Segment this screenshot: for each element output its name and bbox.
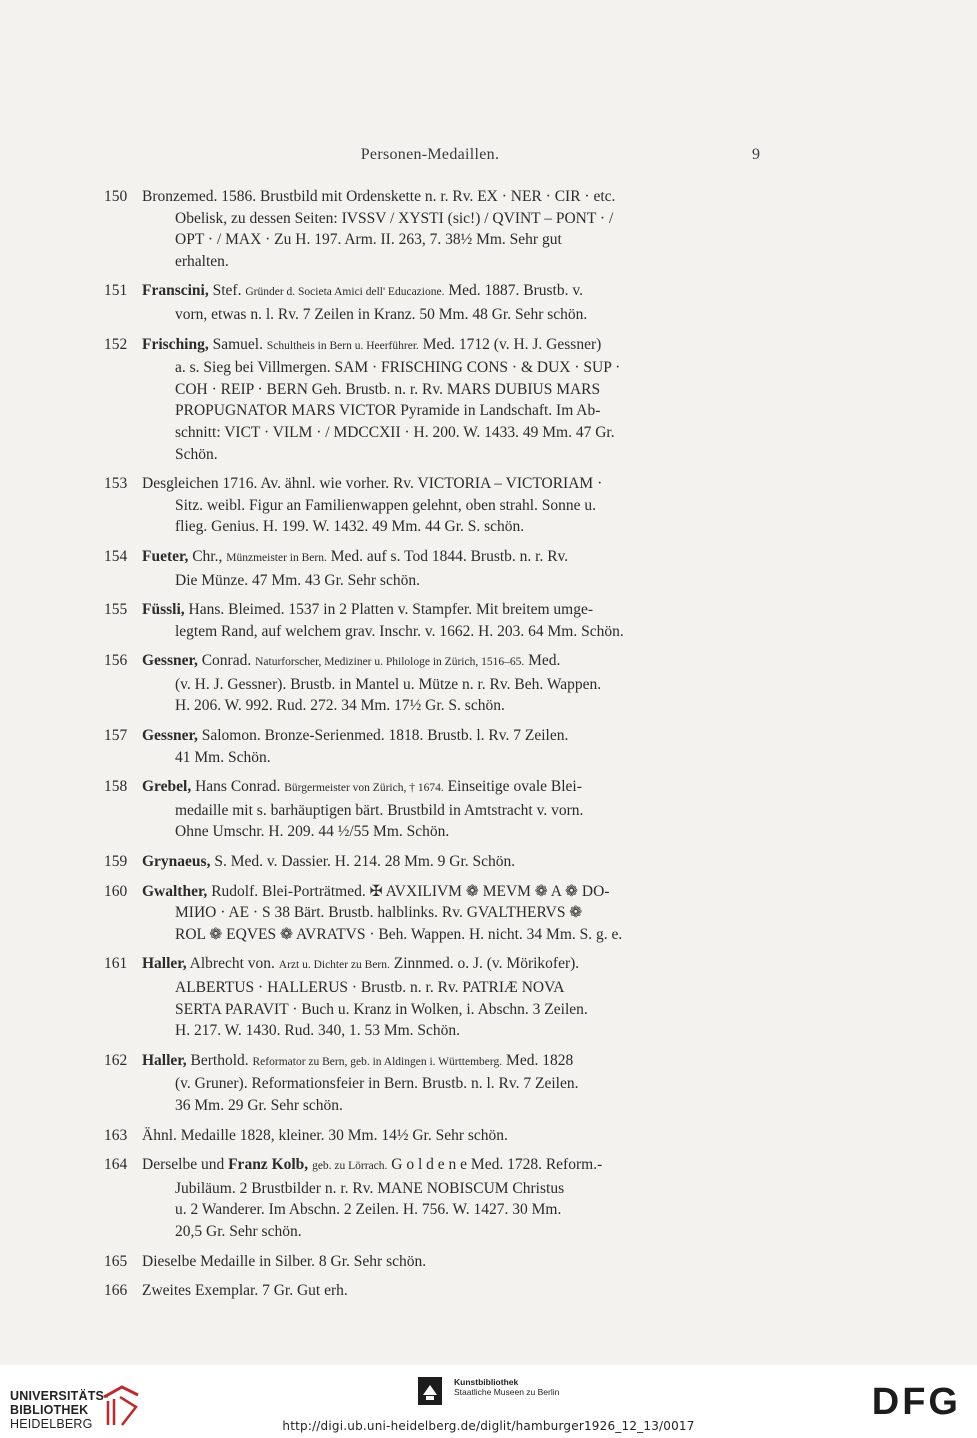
entry-text: Rudolf. Blei-Porträtmed. ✠ AVXILIVM ❁ MEVM ❁ A ❁ DO- [207, 882, 610, 900]
entry-line: medaille mit s. barhäuptigen bärt. Brustbild in Amtstracht v. vorn. [175, 801, 584, 819]
person-name: Haller, [142, 1051, 187, 1069]
catalogue-entry [100, 1251, 760, 1273]
entry-line: vorn, etwas n. l. Rv. 7 Zeilen in Kranz. 50 Mm. 48 Gr. Sehr schön. [175, 305, 588, 323]
entry-number: 161 [104, 955, 128, 973]
entry-line: Obelisk, zu dessen Seiten: IVSSV / XYSTI (sic!) / QVINT – PONT · / [175, 209, 614, 227]
catalogue-entry [100, 725, 760, 768]
catalogue-entry [100, 1154, 760, 1242]
entry-spacer [100, 326, 760, 334]
person-description: Münzmeister in Bern. [226, 551, 327, 564]
entry-line: MIИO · AE · S 38 Bärt. Brustb. halblinks. Rv. GVALTHERVS ❁ [175, 904, 583, 922]
entry-first-line: Ähnl. Medaille 1828, kleiner. 30 Mm. 14½ Gr. Sehr schön. [142, 1126, 508, 1144]
entry-body [142, 776, 760, 843]
entry-spacer [100, 873, 760, 881]
entry-text: Med. auf s. Tod 1844. Brustb. n. r. Rv. [326, 547, 569, 565]
entry-number: 163 [104, 1126, 128, 1144]
entry-spacer [100, 843, 760, 851]
entry-spacer [100, 1302, 760, 1310]
person-name: Frisching, [142, 335, 209, 353]
source-url[interactable]: http://digi.ub.uni-heidelberg.de/diglit/hamburger1926_12_13/0017 [282, 1419, 695, 1433]
entry-text: Samuel. [208, 335, 267, 353]
entry-number: 150 [104, 188, 128, 205]
entry-body [142, 186, 760, 272]
entry-first-line [142, 280, 760, 304]
entry-line: 20,5 Gr. Sehr schön. [175, 1222, 302, 1240]
entry-first-line [142, 1154, 760, 1178]
entry-first-line [142, 546, 760, 570]
entry-number: 159 [104, 853, 128, 871]
person-name: Fueter, [142, 547, 189, 565]
catalogue-entry [100, 881, 760, 946]
person-name: Grebel, [142, 778, 192, 796]
entry-number: 155 [104, 601, 128, 619]
catalogue-entry [100, 546, 760, 591]
entry-spacer [100, 768, 760, 776]
entry-body [142, 650, 760, 717]
entry-spacer [100, 717, 760, 725]
catalogue-entry [100, 1050, 760, 1117]
entry-body [142, 280, 760, 325]
entry-text: Hans Conrad. [191, 778, 285, 796]
ub-heidelberg-text: UNIVERSITÄTS- BIBLIOTHEK HEIDELBERG [10, 1389, 109, 1431]
person-name: Gwalther, [142, 882, 208, 900]
person-name: Franz Kolb, [228, 1156, 309, 1174]
page-header [100, 146, 760, 168]
entry-body [142, 953, 760, 1041]
entry-line: 41 Mm. Schön. [175, 748, 271, 766]
entry-line: 36 Mm. 29 Gr. Sehr schön. [175, 1096, 343, 1114]
kunstbibliothek-icon [418, 1377, 442, 1405]
entry-number: 165 [104, 1252, 128, 1270]
person-name: Haller, [142, 955, 187, 973]
catalogue-entry [100, 186, 760, 272]
entry-body [142, 1154, 760, 1242]
entry-spacer [100, 465, 760, 473]
entry-spacer [100, 945, 760, 953]
entry-text: Med. 1712 (v. H. J. Gessner) [418, 335, 602, 353]
dfg-logo[interactable]: DFG [871, 1381, 961, 1423]
entry-line: a. s. Sieg bei Villmergen. SAM · FRISCHING CONS · & DUX · SUP · [175, 359, 621, 377]
entry-line: u. 2 Wanderer. Im Abschn. 2 Zeilen. H. 756. W. 1427. 30 Mm. [175, 1201, 562, 1219]
entry-line: COH · REIP · BERN Geh. Brustb. n. r. Rv. MARS DUBIUS MARS [175, 380, 601, 398]
entry-body [142, 1050, 760, 1117]
entry-number: 156 [104, 652, 128, 670]
entry-first-line [142, 776, 760, 800]
entry-text: Med. 1828 [502, 1051, 574, 1069]
person-name: Gessner, [142, 652, 198, 670]
entry-text: Stef. [208, 282, 246, 300]
running-title: Personen-Medaillen. [360, 146, 500, 163]
entry-body [142, 1280, 760, 1302]
entry-line: (v. H. J. Gessner). Brustb. in Mantel u. Mütze n. r. Rv. Beh. Wappen. [175, 675, 602, 693]
entry-body [142, 546, 760, 591]
entry-first-line [142, 881, 760, 903]
entry-text: Zinnmed. o. J. (v. Mörikofer). [389, 955, 580, 973]
entry-first-line: Dieselbe Medaille in Silber. 8 Gr. Sehr schön. [142, 1252, 427, 1270]
entry-text: Med. 1887. Brustb. v. [444, 282, 583, 300]
catalogue-entry [100, 650, 760, 717]
entry-text: Conrad. [197, 652, 256, 670]
catalogue-entry [100, 473, 760, 538]
entry-line: PROPUGNATOR MARS VICTOR Pyramide in Landschaft. Im Ab- [175, 402, 601, 420]
entry-number: 153 [104, 475, 128, 493]
catalogue-entry [100, 599, 760, 642]
catalogue-entry [100, 1280, 760, 1302]
person-description: Gründer d. Societa Amici dell' Educazione. [245, 286, 445, 299]
entry-line: Ohne Umschr. H. 209. 44 ½/55 Mm. Schön. [175, 823, 450, 841]
entry-line: ALBERTUS · HALLERUS · Brustb. n. r. Rv. PATRIÆ NOVA [175, 979, 565, 996]
entry-spacer [100, 1243, 760, 1251]
entry-number: 166 [104, 1282, 128, 1300]
entry-first-line [142, 599, 760, 621]
entry-line: schnitt: VICT · VILM · / MDCCXII · H. 200. W. 1433. 49 Mm. 47 Gr. [175, 423, 615, 441]
entry-spacer [100, 1272, 760, 1280]
entry-text: Salomon. Bronze-Serienmed. 1818. Brustb. l. Rv. 7 Zeilen. [197, 727, 569, 745]
entry-line: Schön. [175, 445, 218, 463]
entry-text: Albrecht von. [186, 955, 279, 973]
entry-text: G o l d e n e Med. 1728. Reform.- [387, 1156, 603, 1174]
entry-number: 164 [104, 1156, 128, 1174]
person-name: Gessner, [142, 727, 198, 745]
entry-first-line [142, 953, 760, 977]
person-description: Naturforscher, Mediziner u. Philologe in Zürich, 1516–65. [255, 656, 525, 669]
catalogue-entry [100, 953, 760, 1041]
entry-text: Hans. Bleimed. 1537 in 2 Platten v. Stampfer. Mit breitem umge- [184, 601, 594, 619]
footer-bar [0, 1365, 977, 1438]
page-number: 9 [752, 146, 760, 163]
entry-body [142, 1251, 760, 1273]
entry-first-line: Bronzemed. 1586. Brustbild mit Ordenskette n. r. Rv. EX · NER · CIR · etc. [142, 188, 616, 205]
entry-prefix: Derselbe und [142, 1156, 229, 1174]
entry-line: Jubiläum. 2 Brustbilder n. r. Rv. MANE NOBISCUM Christus [175, 1179, 565, 1197]
entry-line: Die Münze. 47 Mm. 43 Gr. Sehr schön. [175, 571, 420, 589]
entry-line: Sitz. weibl. Figur an Familienwappen gelehnt, oben strahl. Sonne u. [175, 496, 597, 514]
entry-first-line [142, 851, 760, 873]
entry-line: SERTA PARAVIT · Buch u. Kranz in Wolken, i. Abschn. 3 Zeilen. [175, 1000, 588, 1018]
entry-first-line [142, 650, 760, 674]
entry-first-line: Zweites Exemplar. 7 Gr. Gut erh. [142, 1282, 348, 1300]
entry-text: S. Med. v. Dassier. H. 214. 28 Mm. 9 Gr. Schön. [210, 853, 516, 871]
person-description: geb. zu Lörrach. [312, 1160, 388, 1173]
catalogue-entry [100, 851, 760, 873]
entry-spacer [100, 272, 760, 280]
entry-line: H. 206. W. 992. Rud. 272. 34 Mm. 17½ Gr. S. schön. [175, 697, 505, 715]
entry-spacer [100, 1146, 760, 1154]
entry-number: 162 [104, 1051, 128, 1069]
entry-line: OPT · / MAX · Zu H. 197. Arm. II. 263, 7. 38½ Mm. Sehr gut [175, 231, 562, 249]
entry-spacer [100, 1117, 760, 1125]
entry-number: 157 [104, 727, 128, 745]
person-description: Bürgermeister von Zürich, † 1674. [284, 782, 444, 795]
entry-line: flieg. Genius. H. 199. W. 1432. 49 Mm. 44 Gr. S. schön. [175, 518, 525, 536]
person-name: Franscini, [142, 282, 209, 300]
entry-line: H. 217. W. 1430. Rud. 340, 1. 53 Mm. Schön. [175, 1022, 461, 1040]
person-description: Arzt u. Dichter zu Bern. [278, 959, 390, 972]
catalogue-entry [100, 280, 760, 325]
entry-spacer [100, 1042, 760, 1050]
entry-text: Med. [524, 652, 561, 670]
entry-text: Chr., [188, 547, 227, 565]
entry-body [142, 1125, 760, 1147]
entry-first-line: Desgleichen 1716. Av. ähnl. wie vorher. Rv. VICTORIA – VICTORIAM · [142, 475, 603, 493]
person-name: Füssli, [142, 601, 185, 619]
entry-body [142, 473, 760, 538]
person-description: Reformator zu Bern, geb. in Aldingen i. Württemberg. [252, 1055, 503, 1068]
catalogue-entries [100, 186, 760, 1310]
entry-text: Einseitige ovale Blei- [443, 778, 582, 796]
entry-first-line [142, 1050, 760, 1074]
entry-body [142, 881, 760, 946]
entry-body [142, 334, 760, 466]
entry-body [142, 725, 760, 768]
entry-body [142, 599, 760, 642]
entry-text: Berthold. [186, 1051, 253, 1069]
entry-spacer [100, 538, 760, 546]
entry-number: 158 [104, 778, 128, 796]
kunstbibliothek-text: Kunstbibliothek Staatliche Museen zu Berlin [454, 1377, 560, 1397]
catalogue-entry [100, 776, 760, 843]
entry-spacer [100, 591, 760, 599]
entry-number: 151 [104, 282, 128, 300]
entry-line: ROL ❁ EQVES ❁ AVRATVS · Beh. Wappen. H. nicht. 34 Mm. S. g. e. [175, 925, 623, 943]
catalogue-entry [100, 1125, 760, 1147]
catalogue-entry [100, 334, 760, 466]
entry-line: (v. Gruner). Reformationsfeier in Bern. Brustb. n. l. Rv. 7 Zeilen. [175, 1075, 579, 1093]
entry-line: legtem Rand, auf welchem grav. Inschr. v. 1662. H. 203. 64 Mm. Schön. [175, 622, 624, 640]
person-name: Grynaeus, [142, 853, 211, 871]
person-description: Schultheis in Bern u. Heerführer. [266, 339, 419, 352]
entry-number: 152 [104, 335, 128, 353]
entry-number: 160 [104, 882, 128, 900]
entry-number: 154 [104, 547, 128, 565]
entry-first-line [142, 725, 760, 747]
entry-body [142, 851, 760, 873]
entry-first-line [142, 334, 760, 358]
entry-line: erhalten. [175, 252, 229, 270]
entry-spacer [100, 642, 760, 650]
